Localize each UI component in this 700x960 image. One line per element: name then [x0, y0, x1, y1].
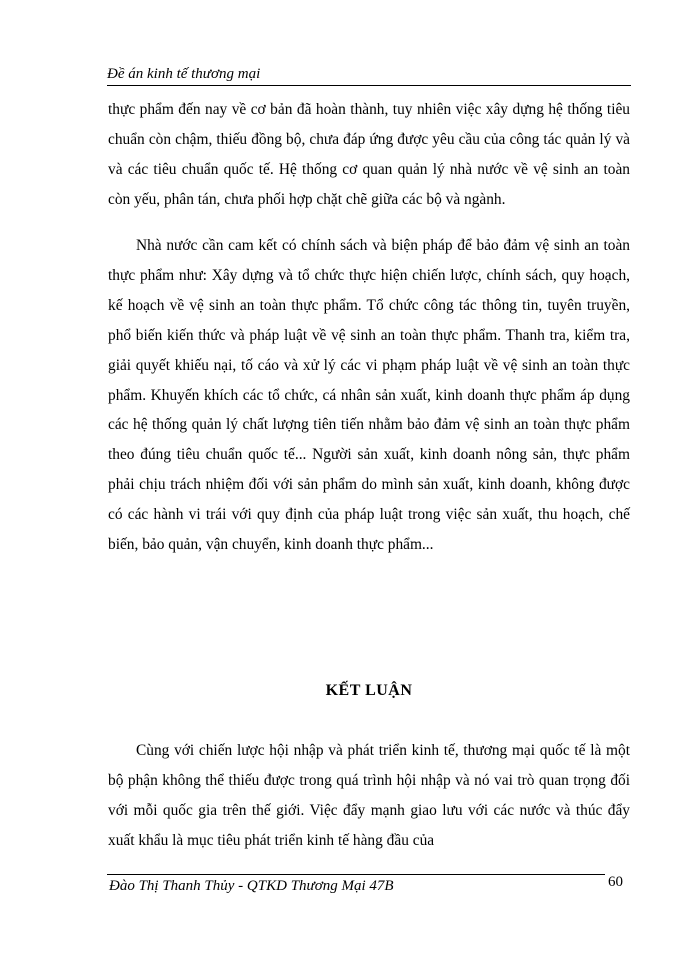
- footer-divider: [107, 874, 605, 875]
- footer-author: Đào Thị Thanh Thủy - QTKD Thương Mại 47B: [109, 878, 394, 894]
- header-divider: [107, 85, 631, 86]
- page-number: 60: [608, 874, 623, 890]
- running-header-title: Đề án kinh tế thương mại: [107, 66, 261, 82]
- section-heading-conclusion: KẾT LUẬN: [325, 682, 413, 699]
- body-paragraph-continued: thực phẩm đến nay về cơ bản đã hoàn thành, tuy nhiên việc xây dựng hệ thống tiêu chuẩn còn chậm, thiếu đồng bộ, chưa đáp ứng được yêu cầu của công tác quản lý và và các tiêu chuẩn quốc tế. Hệ thống cơ quan quản lý nhà nước về vệ sinh an toàn còn yếu, phân tán, chưa phối hợp chặt chẽ giữa các bộ và ngành.: [108, 101, 630, 208]
- conclusion-paragraph: Cùng với chiến lược hội nhập và phát triển kinh tế, thương mại quốc tế là một bộ phận không thể thiếu được trong quá trình hội nhập và nó vai trò quan trọng đối với mỗi quốc gia trên thế giới. Việc đẩy mạnh giao lưu với các nước và thúc đẩy xuất khẩu là mục tiêu phát triển kinh tế hàng đầu của: [108, 742, 630, 849]
- body-paragraph: Nhà nước cần cam kết có chính sách và biện pháp để bảo đảm vệ sinh an toàn thực phẩm như: Xây dựng và tổ chức thực hiện chiến lược, chính sách, quy hoạch, kế hoạch về vệ sinh an toàn thực phẩm. Tổ chức công tác thông tin, tuyên truyền, phổ biến kiến thức và pháp luật về vệ sinh an toàn thực phẩm. Thanh tra, kiểm tra, giải quyết khiếu nại, tố cáo và xử lý các vi phạm pháp luật về vệ sinh an toàn thực phẩm. Khuyến khích các tổ chức, cá nhân sản xuất, kinh doanh thực phẩm áp dụng các hệ thống quản lý chất lượng tiên tiến nhằm bảo đảm vệ sinh an toàn thực phẩm theo đúng tiêu chuẩn quốc tế... Người sản xuất, kinh doanh nông sản, thực phẩm phải chịu trách nhiệm đối với sản phẩm do mình sản xuất, kinh doanh, không được có các hành vi trái với quy định của pháp luật trong việc sản xuất, thu hoạch, chế biến, bảo quản, vận chuyển, kinh doanh thực phẩm...: [108, 237, 630, 554]
